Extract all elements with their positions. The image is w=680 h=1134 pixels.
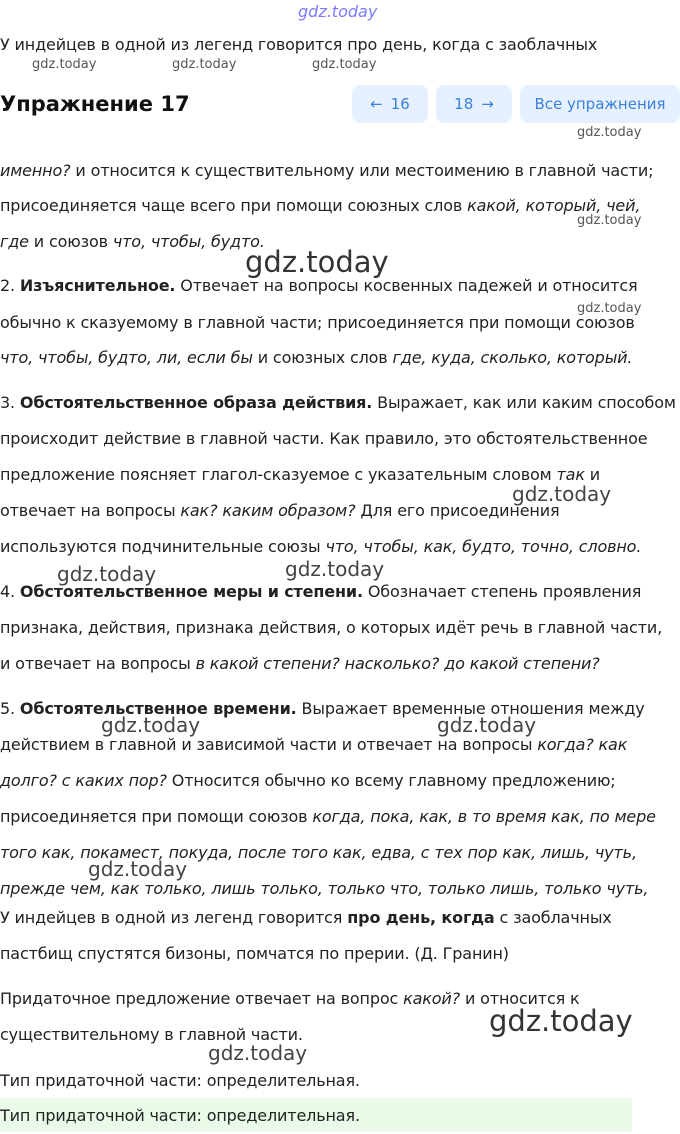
watermark: gdz.today	[577, 213, 642, 228]
theory-line: 3. Обстоятельственное образа действия. Выражает, как или каким способом	[0, 393, 676, 412]
theory-line: 4. Обстоятельственное меры и степени. Обозначает степень проявления	[0, 582, 642, 601]
theory-line: именно? и относится к существительному или местоимению в главной части;	[0, 161, 654, 180]
theory-line: присоединяется чаще всего при помощи союзных слов какой, который, чей,	[0, 196, 641, 215]
watermark: gdz.today	[577, 301, 642, 316]
next-exercise-button[interactable]	[436, 85, 512, 123]
page-title: Упражнение 17	[0, 92, 190, 116]
watermark: gdz.today	[208, 1041, 308, 1065]
theory-line: отвечает на вопросы как? каким образом? Для его присоединения	[0, 501, 560, 520]
prev-exercise-label: 16	[390, 95, 410, 113]
watermark: gdz.today	[577, 125, 642, 140]
watermark: gdz.today	[437, 713, 537, 737]
watermark: gdz.today	[88, 857, 188, 881]
theory-line: долго? с каких пор? Относится обычно ко всему главному предложению;	[0, 771, 616, 790]
theory-line: присоединяется при помощи союзов когда, пока, как, в то время как, по мере	[0, 807, 656, 826]
next-exercise-label: 18	[454, 95, 474, 113]
watermark: gdz.today	[312, 57, 377, 72]
theory-line: действием в главной и зависимой части и отвечает на вопросы когда? как	[0, 735, 628, 754]
watermark-top: gdz.today	[298, 2, 378, 21]
theory-line: происходит действие в главной части. Как правило, это обстоятельственное	[0, 429, 648, 448]
watermark: gdz.today	[285, 557, 385, 581]
all-exercises-label: Все упражнения	[534, 95, 666, 113]
intro-line: У индейцев в одной из легенд говорится про день, когда с заоблачных	[0, 35, 598, 54]
answer-explanation-line: существительному в главной части.	[0, 1025, 303, 1044]
watermark: gdz.today	[245, 245, 389, 279]
answer-type-highlighted: Тип придаточной части: определительная.	[0, 1106, 360, 1125]
theory-line: где и союзов что, чтобы, будто.	[0, 232, 265, 251]
watermark: gdz.today	[57, 562, 157, 586]
theory-line: предложение поясняет глагол-сказуемое с указательным словом так и	[0, 465, 601, 484]
theory-line: 2. Изъяснительное. Отвечает на вопросы косвенных падежей и относится	[0, 276, 638, 295]
arrow-right-icon: →	[481, 95, 494, 113]
theory-line: того как, покамест, покуда, после того как, едва, с тех пор как, лишь, чуть,	[0, 843, 637, 862]
watermark: gdz.today	[101, 713, 201, 737]
theory-line: прежде чем, как только, лишь только, только что, только лишь, только чуть,	[0, 879, 649, 898]
arrow-left-icon: ←	[370, 95, 383, 113]
theory-line: обычно к сказуемому в главной части; присоединяется при помощи союзов	[0, 313, 635, 332]
watermark: gdz.today	[32, 57, 97, 72]
all-exercises-button[interactable]	[520, 85, 680, 123]
answer-explanation-line: Придаточное предложение отвечает на вопрос какой? и относится к	[0, 989, 580, 1008]
theory-line: признака, действия, признака действия, о которых идёт речь в главной части,	[0, 618, 663, 637]
watermark: gdz.today	[172, 57, 237, 72]
prev-exercise-button[interactable]	[352, 85, 428, 123]
answer-sentence-line: пастбищ спустятся бизоны, помчатся по прерии. (Д. Гранин)	[0, 944, 509, 963]
theory-line: и отвечает на вопросы в какой степени? насколько? до какой степени?	[0, 654, 600, 673]
theory-line: используются подчинительные союзы что, чтобы, как, будто, точно, словно.	[0, 537, 642, 556]
answer-type-line: Тип придаточной части: определительная.	[0, 1071, 360, 1090]
theory-line: что, чтобы, будто, ли, если бы и союзных слов где, куда, сколько, который.	[0, 348, 633, 367]
watermark: gdz.today	[512, 482, 612, 506]
theory-line: 5. Обстоятельственное времени. Выражает временные отношения между	[0, 699, 645, 718]
watermark: gdz.today	[489, 1004, 633, 1038]
answer-sentence-line: У индейцев в одной из легенд говорится про день, когда с заоблачных	[0, 908, 612, 927]
